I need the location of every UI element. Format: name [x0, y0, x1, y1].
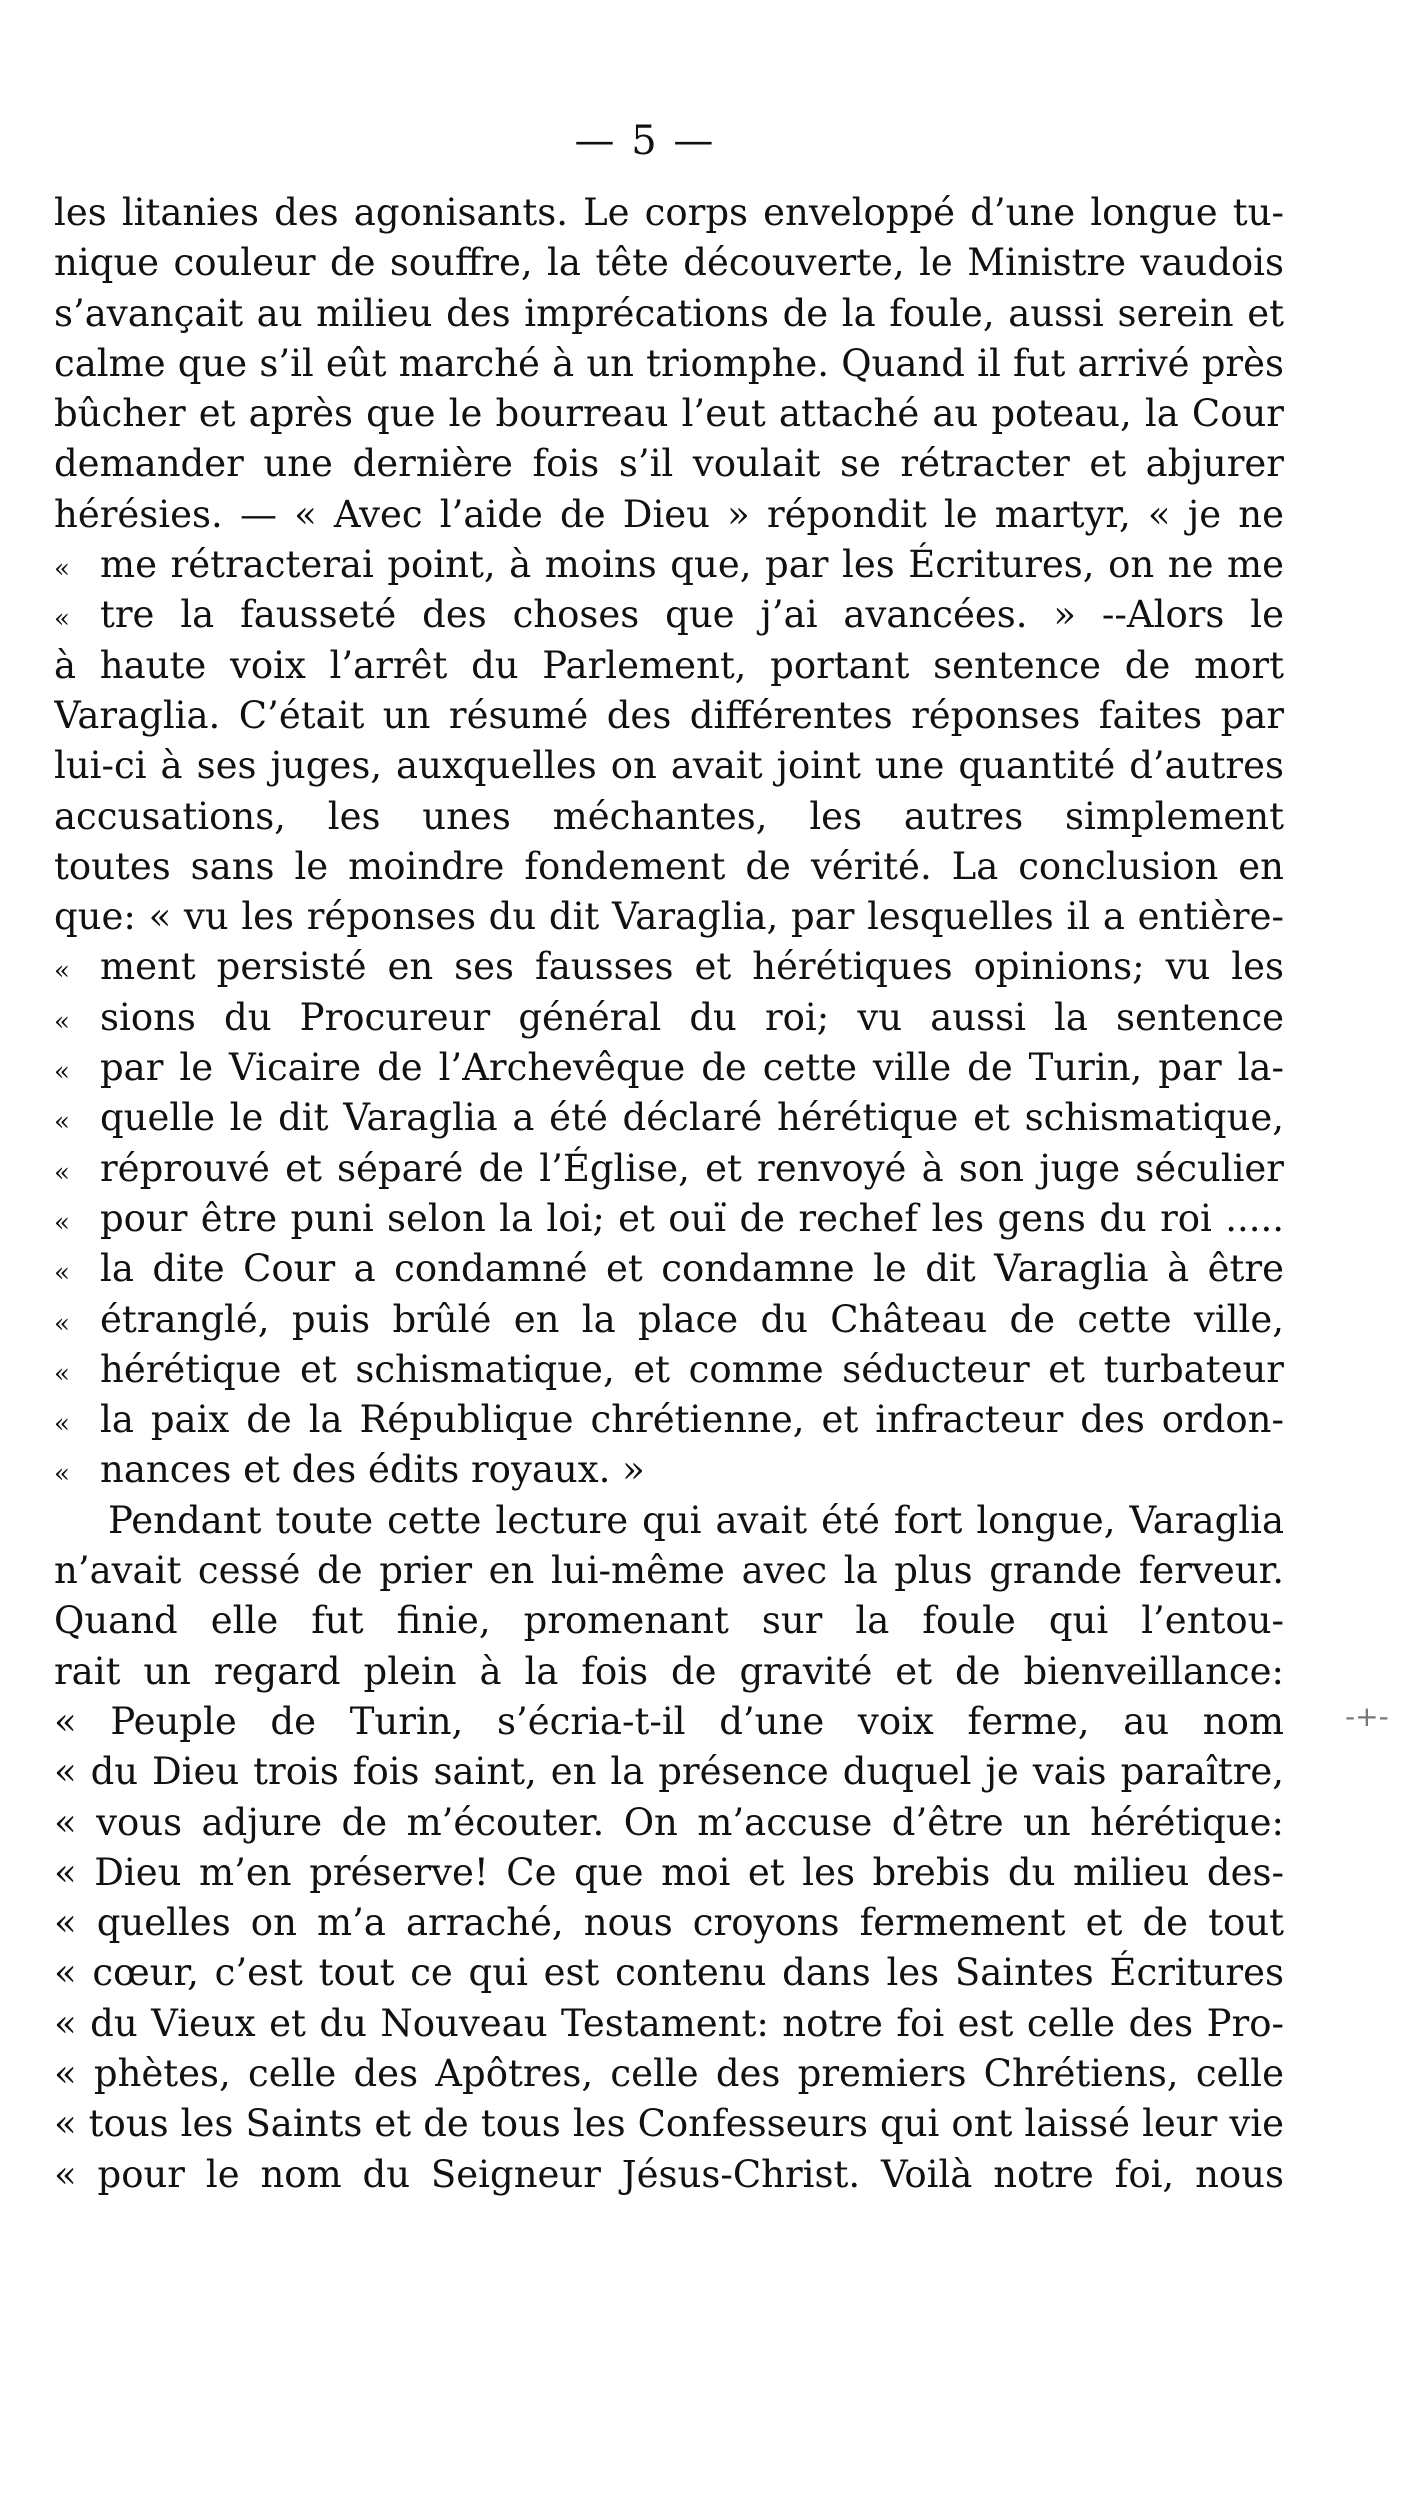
- text-line: [54, 540, 1284, 590]
- text-line: [54, 1043, 1284, 1093]
- page-number: — 5 —: [574, 118, 716, 164]
- line-text: toutes sans le moindre fondement de vérité. La conclusion en: [54, 844, 1284, 888]
- quote-mark: «: [54, 1207, 70, 1238]
- text-line: [54, 1546, 1284, 1596]
- text-line: [54, 1496, 1284, 1546]
- text-line: [54, 1948, 1284, 1998]
- text-line: [54, 2049, 1284, 2099]
- line-text: s’avançait au milieu des imprécations de la foule, aussi serein et: [54, 291, 1284, 335]
- text-line: [54, 1345, 1284, 1395]
- line-text: « pour le nom du Seigneur Jésus-Christ. Voilà notre foi, nous: [54, 2152, 1284, 2196]
- text-line: [54, 389, 1284, 439]
- text-line: [54, 1798, 1284, 1848]
- text-line: [54, 1295, 1284, 1345]
- text-line: [54, 641, 1284, 691]
- line-text: « du Vieux et du Nouveau Testament: notre foi est celle des Pro-: [54, 2001, 1284, 2045]
- margin-mark: -+-: [1345, 1700, 1389, 1733]
- quote-mark: «: [54, 956, 70, 987]
- text-line: [54, 1445, 1284, 1495]
- line-text: « vous adjure de m’écouter. On m’accuse d’être un hérétique:: [54, 1800, 1284, 1844]
- text-line: [54, 1697, 1284, 1747]
- line-text: n’avait cessé de prier en lui-même avec la plus grande ferveur.: [54, 1549, 1284, 1593]
- line-text: demander une dernière fois s’il voulait se rétracter et abjurer: [54, 442, 1284, 486]
- body-text: [54, 188, 1284, 2200]
- text-line: [54, 792, 1284, 842]
- text-line: [54, 1395, 1284, 1445]
- text-line: [54, 1747, 1284, 1797]
- text-line: [54, 490, 1284, 540]
- line-text: nique couleur de souffre, la tête découverte, le Ministre vaudois: [54, 241, 1284, 285]
- line-text: me rétracterai point, à moins que, par les Écritures, on ne me: [100, 543, 1284, 587]
- text-line: [54, 892, 1284, 942]
- quote-mark: «: [54, 604, 70, 635]
- line-text: « Dieu m’en préserve! Ce que moi et les brebis du milieu des-: [54, 1850, 1284, 1894]
- text-line: [54, 2099, 1284, 2149]
- line-text: pour être puni selon la loi; et ouï de rechef les gens du roi .....: [100, 1196, 1284, 1240]
- text-line: [54, 1898, 1284, 1948]
- line-text: Quand elle fut finie, promenant sur la foule qui l’entou-: [54, 1599, 1284, 1643]
- line-text: Varaglia. C’était un résumé des différentes réponses faites par: [54, 693, 1284, 737]
- line-text: quelle le dit Varaglia a été déclaré hérétique et schismatique,: [100, 1096, 1284, 1140]
- line-text: réprouvé et séparé de l’Église, et renvoyé à son juge séculier: [100, 1146, 1284, 1190]
- line-text: les litanies des agonisants. Le corps enveloppé d’une longue tu-: [54, 191, 1284, 234]
- line-text: calme que s’il eût marché à un triomphe. Quand il fut arrivé près: [54, 341, 1284, 385]
- line-text: sions du Procureur général du roi; vu aussi la sentence: [100, 995, 1284, 1039]
- text-line: [54, 1244, 1284, 1294]
- text-line: [54, 842, 1284, 892]
- line-text: « quelles on m’a arraché, nous croyons fermement et de tout: [54, 1901, 1284, 1945]
- line-text: étranglé, puis brûlé en la place du Château de cette ville,: [100, 1297, 1284, 1341]
- quote-mark: «: [54, 1459, 70, 1490]
- quote-mark: «: [54, 1107, 70, 1138]
- quote-mark: «: [54, 1358, 70, 1389]
- text-line: [54, 741, 1284, 791]
- text-line: [54, 439, 1284, 489]
- line-text: hérétique et schismatique, et comme séducteur et turbateur: [100, 1347, 1284, 1391]
- text-line: [54, 1194, 1284, 1244]
- line-text: lui-ci à ses juges, auxquelles on avait joint une quantité d’autres: [54, 744, 1284, 788]
- text-line: [54, 1093, 1284, 1143]
- line-text: que: « vu les réponses du dit Varaglia, par lesquelles il a entière-: [54, 895, 1284, 939]
- line-text: tre la fausseté des choses que j’ai avancées. » --Alors le: [100, 593, 1284, 637]
- text-line: [54, 2150, 1284, 2200]
- text-line: [54, 1144, 1284, 1194]
- line-text: accusations, les unes méchantes, les autres simplement: [54, 794, 1284, 838]
- line-text: bûcher et après que le bourreau l’eut attaché au poteau, la Cour: [54, 392, 1284, 436]
- quote-mark: «: [54, 1258, 70, 1289]
- line-text: à haute voix l’arrêt du Parlement, portant sentence de mort: [54, 643, 1284, 687]
- quote-mark: «: [54, 1308, 70, 1339]
- line-text: la paix de la République chrétienne, et infracteur des ordon-: [100, 1398, 1284, 1442]
- text-line: [54, 590, 1284, 640]
- text-line: [54, 339, 1284, 389]
- text-line: [54, 691, 1284, 741]
- line-text: « tous les Saints et de tous les Confesseurs qui ont laissé leur vie: [54, 2102, 1284, 2146]
- line-text: rait un regard plein à la fois de gravité et de bienveillance:: [54, 1649, 1284, 1693]
- line-text: nances et des édits royaux. »: [100, 1448, 645, 1492]
- text-line: [54, 1848, 1284, 1898]
- text-line: [54, 188, 1284, 238]
- quote-mark: «: [54, 554, 70, 585]
- quote-mark: «: [54, 1157, 70, 1188]
- line-text: « Peuple de Turin, s’écria-t-il d’une voix ferme, au nom: [54, 1699, 1284, 1743]
- line-text: hérésies. — « Avec l’aide de Dieu » répondit le martyr, « je ne: [54, 492, 1284, 536]
- line-text: « du Dieu trois fois saint, en la présence duquel je vais paraître,: [54, 1750, 1284, 1794]
- text-line: [54, 1596, 1284, 1646]
- quote-mark: «: [54, 1057, 70, 1088]
- text-line: [54, 1647, 1284, 1697]
- line-text: « phètes, celle des Apôtres, celle des premiers Chrétiens, celle: [54, 2051, 1284, 2095]
- text-line: [54, 942, 1284, 992]
- line-text: ment persisté en ses fausses et hérétiques opinions; vu les: [100, 945, 1284, 989]
- line-text: la dite Cour a condamné et condamne le dit Varaglia à être: [100, 1247, 1284, 1291]
- line-text: par le Vicaire de l’Archevêque de cette ville de Turin, par la-: [100, 1046, 1284, 1090]
- text-line: [54, 238, 1284, 288]
- text-line: [54, 1999, 1284, 2049]
- text-line: [54, 289, 1284, 339]
- text-line: [54, 993, 1284, 1043]
- quote-mark: «: [54, 1409, 70, 1440]
- line-text: Pendant toute cette lecture qui avait été fort longue, Varaglia: [108, 1498, 1284, 1542]
- quote-mark: «: [54, 1006, 70, 1037]
- line-text: « cœur, c’est tout ce qui est contenu dans les Saintes Écritures: [54, 1951, 1284, 1995]
